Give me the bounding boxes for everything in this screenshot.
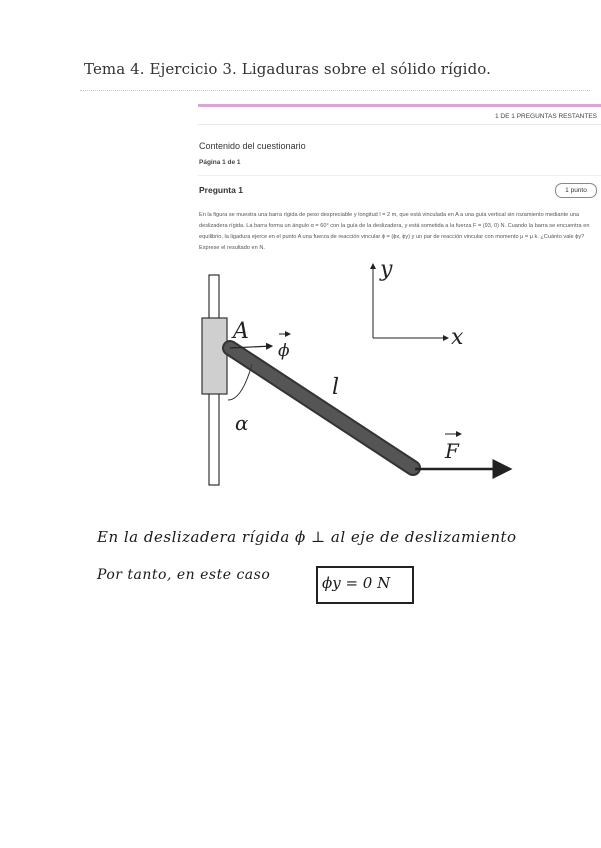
handwritten-note-1: En la deslizadera rígida ϕ ⊥ al eje de deslizamiento — [97, 528, 517, 546]
label-alpha: α — [235, 411, 249, 435]
progress-divider — [198, 124, 601, 125]
progress-text: 1 DE 1 PREGUNTAS RESTANTES — [495, 113, 597, 120]
points-badge: 1 punto — [555, 183, 597, 198]
handwritten-note-2: Por tanto, en este caso — [97, 567, 271, 583]
page-title: Tema 4. Ejercicio 3. Ligaduras sobre el sólido rígido. — [84, 60, 492, 78]
title-divider — [80, 90, 590, 91]
quiz-content-heading: Contenido del cuestionario — [199, 141, 306, 151]
rigid-bar-fill — [230, 348, 413, 468]
label-phi: ϕ — [278, 341, 290, 361]
label-x: x — [451, 325, 464, 350]
question-text: En la figura se muestra una barra rígida de peso despreciable y longitud l = 2 m, que está vinculada en A a una guía vertical sin rozamiento mediante una deslizadera rígida. La barra forma un ángulo α = 60° con la guía de la deslizadera, y está sometida a la fuerza F = (93, 0) N. Cuando la barra se encuentra en equilibrio, la ligadura ejerce en el punto A una fuerza de reacción vincular ϕ = (ϕx, ϕy) y un par de reacción vincular con momento μ = μ k. ¿Cuánto vale ϕy? Exprese el resultado en N. — [199, 212, 590, 251]
label-l: l — [332, 375, 340, 400]
handwritten-result: ϕy = 0 N — [322, 574, 391, 592]
slider-block — [202, 318, 227, 394]
label-F: F — [445, 439, 459, 463]
label-A: A — [233, 319, 249, 344]
label-y: y — [380, 257, 393, 282]
question-label: Pregunta 1 — [199, 185, 243, 195]
question-divider — [198, 175, 601, 176]
problem-figure — [170, 250, 530, 495]
progress-bar — [198, 104, 601, 107]
page-indicator: Página 1 de 1 — [199, 159, 241, 166]
